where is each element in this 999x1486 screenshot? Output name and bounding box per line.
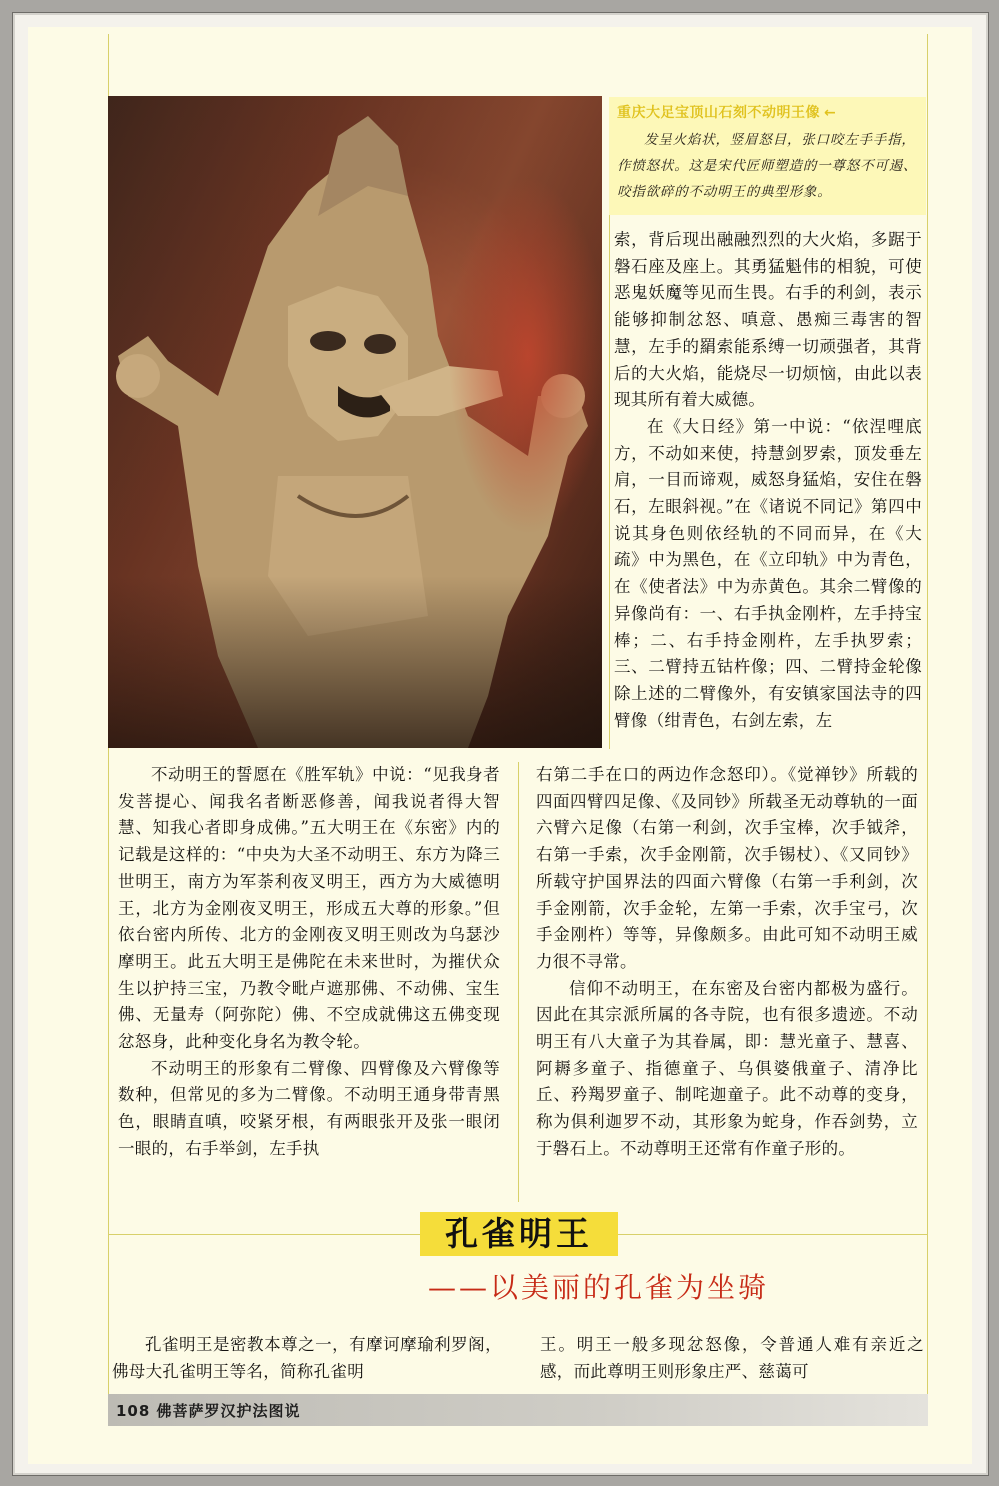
left-column — [118, 762, 500, 1163]
paragraph: 王。明王一般多现忿怒像，令普通人难有亲近之感，而此尊明王则形象庄严、慈蔼可 — [540, 1335, 924, 1381]
paragraph: 信仰不动明王，在东密及台密内都极为盛行。因此在其宗派所属的各寺院，也有很多遗迹。不动明王有八大童子为其眷属，即：慧光童子、慧喜、阿耨多童子、指德童子、乌俱婆俄童子、清净比丘、矜羯罗童子、制咤迦童子。此不动尊的变身，称为俱利迦罗不动，其形象为蛇身，作吞剑势，立于磐石上。不动尊明王还常有作童子形的。 — [536, 978, 918, 1158]
caption-title — [617, 102, 836, 122]
statue-photo — [108, 96, 602, 748]
bottom-left-column — [112, 1332, 502, 1385]
section-subtitle: ——以美丽的孔雀为坐骑 — [428, 1271, 770, 1304]
page-number: 108 — [116, 1402, 151, 1420]
paragraph: 孔雀明王是密教本尊之一，有摩诃摩瑜利罗阁，佛母大孔雀明王等名，简称孔雀明 — [112, 1335, 502, 1381]
paragraph: 右第二手在口的两边作念怒印）。《觉禅钞》所载的四面四臂四足像、《及同钞》所载圣无动尊轨的一面六臂六足像（右第一利剑，次手宝棒，次手钺斧，右第一手索，次手金刚箭，次手锡杖）、《又同钞》所载守护国界法的四面六臂像（右第一手利剑，次手金刚箭，次手金轮，左第一手索，次手宝弓，次手金刚杵）等等，异像颇多。由此可知不动明王威力很不寻常。 — [536, 765, 918, 971]
right-column-bottom — [536, 762, 918, 1163]
paragraph: 在《大日经》第一中说：“依涅哩底方，不动如来使，持慧剑罗索，顶发垂左肩，一目而谛观，威怒身猛焰，安住在磐石，左眼斜视。”在《诸说不同记》第四中说其身色则依经轨的不同而异，在《大疏》中为黑色，在《立印轨》中为青色，在《使者法》中为赤黄色。其余二臂像的异像尚有：一、右手执金刚杵，左手持宝棒；二、右手持金刚杵，左手执罗索；三、二臂持五钴杵像；四、二臂持金轮像除上述的二臂像外，有安镇家国法寺的四臂像（绀青色，右剑左索，左 — [614, 416, 922, 730]
guide-line-right — [927, 34, 928, 1394]
bottom-right-column — [540, 1332, 924, 1385]
caption-text: 发呈火焰状，竖眉怒目，张口咬左手手指，作愤怒状。这是宋代匠师塑造的一尊怒不可遏、咬指欲碎的不动明王的典型形象。 — [617, 132, 918, 200]
section-title: 孔雀明王 — [445, 1214, 593, 1253]
paragraph: 索，背后现出融融烈烈的大火焰，多踞于磐石座及座上。其勇猛魁伟的相貌，可使恶鬼妖魔等见而生畏。右手的利剑，表示能够抑制忿怒、嗔意、愚痴三毒害的智慧，左手的羂索能系缚一切顽强者，其背后的大火焰，能烧尽一切烦恼，由此以表现其所有着大威德。 — [614, 230, 922, 410]
book-title: 佛菩萨罗汉护法图说 — [156, 1402, 301, 1420]
right-column-top — [614, 227, 922, 734]
footer — [116, 1400, 301, 1421]
arrow-left-icon: ← — [824, 105, 837, 121]
photo-shadow — [108, 576, 602, 748]
paragraph: 不动明王的誓愿在《胜军轨》中说：“见我身者发菩提心、闻我名者断恶修善，闻我说者得大智慧、知我心者即身成佛。”五大明王在《东密》内的记载是这样的：“中央为大圣不动明王、东方为降三世明王，南方为军荼利夜叉明王，西方为大威德明王，北方为金刚夜叉明王，形成五大尊的形象。”但依台密内所传、北方的金刚夜叉明王则改为乌瑟沙摩明王。此五大明王是佛陀在未来世时，为摧伏众生以护持三宝，乃教令毗卢遮那佛、不动佛、宝生佛、无量寿（阿弥陀）佛、不空成就佛这五佛变现忿怒身，此种变化身名为教令轮。 — [118, 765, 500, 1052]
caption-title-text: 重庆大足宝顶山石刻不动明王像 — [617, 105, 820, 121]
paragraph: 不动明王的形象有二臂像、四臂像及六臂像等数种，但常见的多为二臂像。不动明王通身带青黑色，眼睛直嗔，咬紧牙根，有两眼张开及张一眼闭一眼的，右手举剑，左手执 — [118, 1058, 500, 1158]
flame-background — [448, 176, 602, 536]
guide-line-mid — [518, 762, 519, 1202]
